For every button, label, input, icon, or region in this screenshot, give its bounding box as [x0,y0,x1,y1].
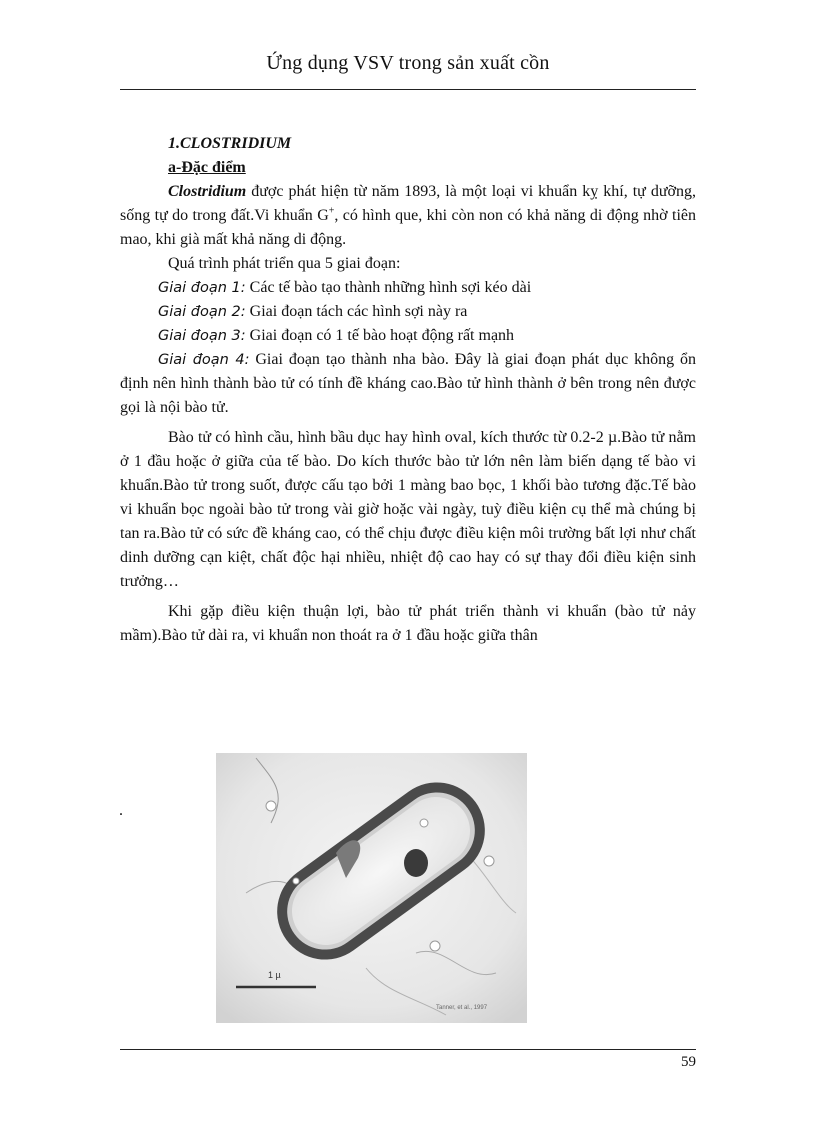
footer-rule [120,1049,696,1050]
germination-paragraph: Khi gặp điều kiện thuận lợi, bào tử phát triển thành vi khuẩn (bào tử nảy mầm).Bào tử dài ra, vi khuẩn non thoát ra ở 1 đầu hoặc giữa thân [120,603,696,644]
stage-label: Giai đoạn 4: [158,352,250,368]
page-number: 59 [681,1054,696,1070]
stage-label: Giai đoạn 2: [158,304,246,320]
intro-term: Clostridium [168,183,247,200]
gram-superscript: + [328,205,335,217]
stage-label: Giai đoạn 3: [158,328,246,344]
intro-text: được phát hiện từ năm 1893, là một loại vi khuẩn kỵ khí, tự dưỡng, sống tự do trong đất.Vi khuẩn G [120,183,696,224]
stage-text: Giai đoạn tách các hình sợi này ra [245,303,468,320]
header-rule [120,89,696,90]
stage-text: Giai đoạn có 1 tế bào hoạt động rất mạnh [245,327,515,344]
intro-paragraph [120,180,696,252]
stage-label: Giai đoạn 1: [158,280,246,296]
section-heading: 1.CLOSTRIDIUM [168,135,292,152]
stages-intro: Quá trình phát triển qua 5 giai đoạn: [168,255,401,272]
scale-bar-label: 1 µ [268,970,281,980]
stage-item [120,276,696,300]
stage-text: Giai đoạn tạo thành nha bào. Đây là giai đoạn phát dục không ổn định nên hình thành bào tử có tính đề kháng cao.Bào tử hình thành ở bên trong nên được gọi là nội bào tử. [120,351,696,416]
stage-item [120,300,696,324]
stage-item [120,324,696,348]
intro-text-continued: , có hình que, khi còn non có khả năng di động nhờ tiên mao, khi già mất khả năng di động. [120,207,697,248]
spore-paragraph: Bào tử có hình cầu, hình bầu dục hay hình oval, kích thước từ 0.2-2 µ.Bào tử nằm ở 1 đầu hoặc ở giữa của tế bào. Do kích thước bào tử lớn nên làm biến dạng tế bào vi khuẩn.Bào tử trong suốt, được cấu tạo bởi 1 màng bao bọc, 1 khối bào tương đặc.Tế bào vi khuẩn bọc ngoài bào tử trong vài giờ hoặc vài ngày, tuỳ điều kiện cụ thể mà chúng bị tan ra.Bào tử có sức đề kháng cao, có thể chịu được điều kiện môi trường bất lợi như chất dinh dưỡng cạn kiệt, chất độc hại nhiều, nhiệt độ cao hay có sự thay đổi điều kiện sinh trưởng… [120,429,696,590]
section-subheading: a-Đặc điểm [168,159,246,176]
image-credit: Tanner, et al., 1997 [436,1005,488,1011]
page-header-title: Ứng dụng VSV trong sản xuất cồn [266,52,550,74]
page-content [120,132,696,648]
stage-item [120,348,696,420]
stage-text: Các tế bào tạo thành những hình sợi kéo dài [245,279,532,296]
stray-period: . [119,802,123,819]
clostridium-micrograph-image [216,753,527,1023]
